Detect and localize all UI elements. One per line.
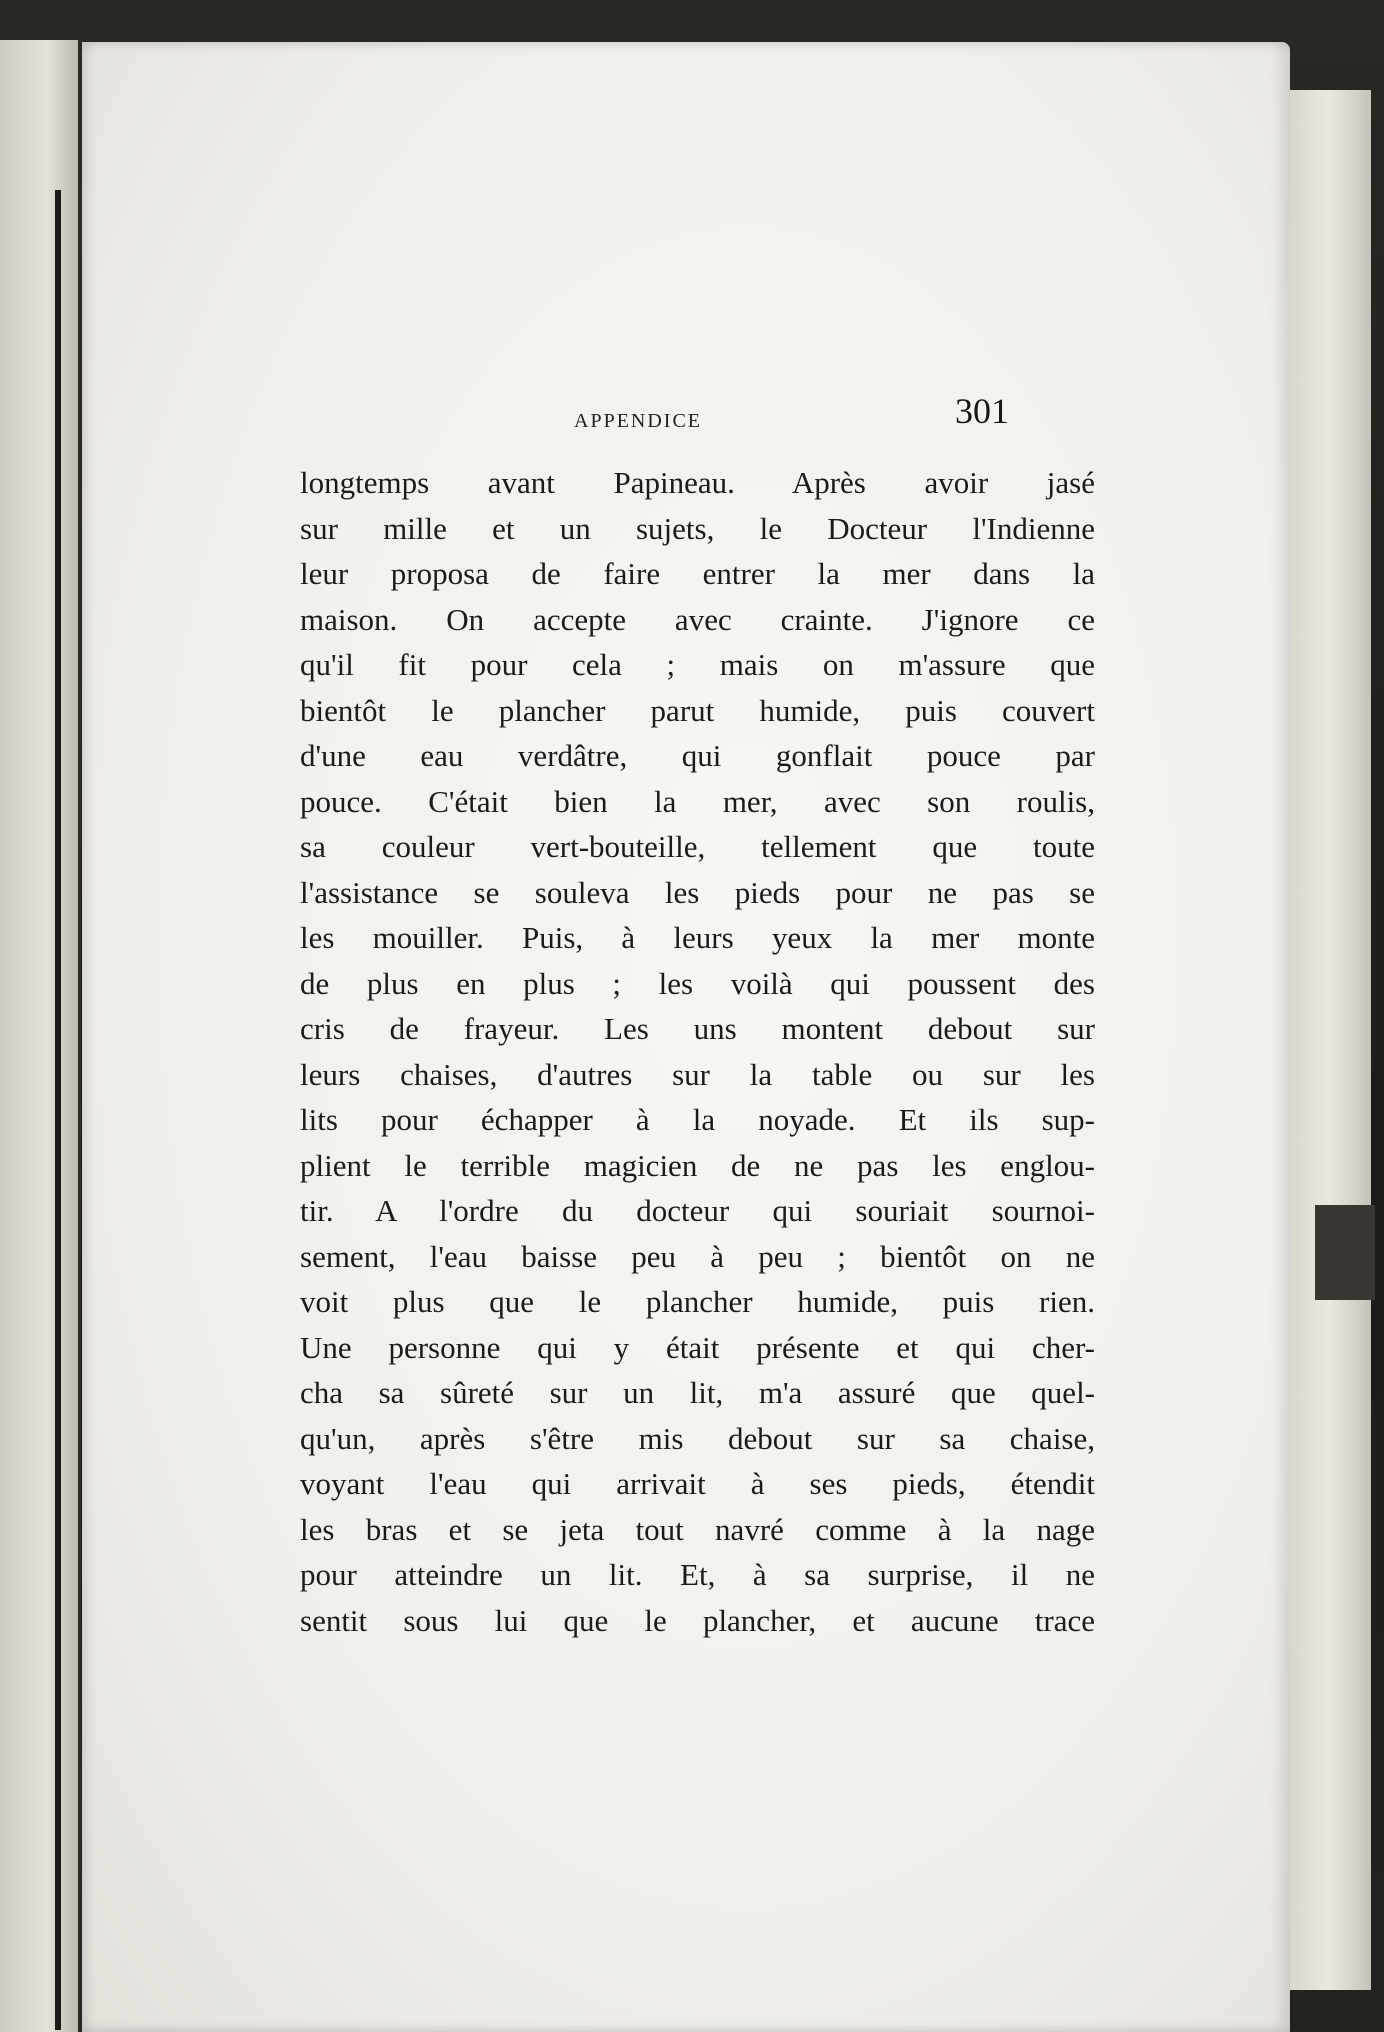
text-line: bientôt le plancher parut humide, puis couvert — [300, 692, 1095, 728]
text-line: tir. A l'ordre du docteur qui souriait sournoi- — [300, 1193, 1095, 1228]
text-line: sentit sous lui que le plancher, et aucune trace — [300, 1602, 1095, 1638]
text-line: l'assistance se souleva les pieds pour ne pas se — [300, 874, 1095, 910]
text-line: qu'un, après s'être mis debout sur sa chaise, — [300, 1420, 1095, 1456]
text-line: qu'il fit pour cela ; mais on m'assure que — [300, 647, 1095, 682]
text-line: lits pour échapper à la noyade. Et ils sup- — [300, 1102, 1095, 1137]
text-line: longtemps avant Papineau. Après avoir jasé — [300, 465, 1095, 500]
text-line: leur proposa de faire entrer la mer dans la — [300, 556, 1095, 591]
text-line: voyant l'eau qui arrivait à ses pieds, étendit — [300, 1466, 1095, 1501]
text-line: pour atteindre un lit. Et, à sa surprise, il ne — [300, 1557, 1095, 1592]
back-page-edges — [1285, 90, 1371, 1990]
text-line: maison. On accepte avec crainte. J'ignore ce — [300, 601, 1095, 637]
book-page — [82, 42, 1290, 2032]
text-line: de plus en plus ; les voilà qui poussent des — [300, 965, 1095, 1001]
text-line: sur mille et un sujets, le Docteur l'Indienne — [300, 510, 1095, 546]
text-line: pouce. C'était bien la mer, avec son roulis, — [300, 783, 1095, 819]
left-page-edge — [0, 40, 81, 2032]
text-line: cha sa sûreté sur un lit, m'a assuré que quel- — [300, 1375, 1095, 1410]
text-line: sa couleur vert-bouteille, tellement que toute — [300, 829, 1095, 864]
text-line: leurs chaises, d'autres sur la table ou sur les — [300, 1056, 1095, 1092]
text-line: voit plus que le plancher humide, puis rien. — [300, 1284, 1095, 1319]
text-line: sement, l'eau baisse peu à peu ; bientôt on ne — [300, 1238, 1095, 1274]
running-title: APPENDICE — [574, 410, 703, 432]
text-line: cris de frayeur. Les uns montent debout sur — [300, 1011, 1095, 1046]
page-tab-marker — [1315, 1205, 1375, 1300]
text-line: plient le terrible magicien de ne pas les englou- — [300, 1147, 1095, 1183]
text-line: Une personne qui y était présente et qui cher- — [300, 1329, 1095, 1365]
body-text — [300, 460, 1095, 1643]
page-header — [82, 382, 1290, 442]
text-line: les bras et se jeta tout navré comme à la nage — [300, 1511, 1095, 1547]
text-line: les mouiller. Puis, à leurs yeux la mer monte — [300, 920, 1095, 955]
text-line: d'une eau verdâtre, qui gonflait pouce par — [300, 738, 1095, 773]
page-number: 301 — [955, 391, 1009, 431]
